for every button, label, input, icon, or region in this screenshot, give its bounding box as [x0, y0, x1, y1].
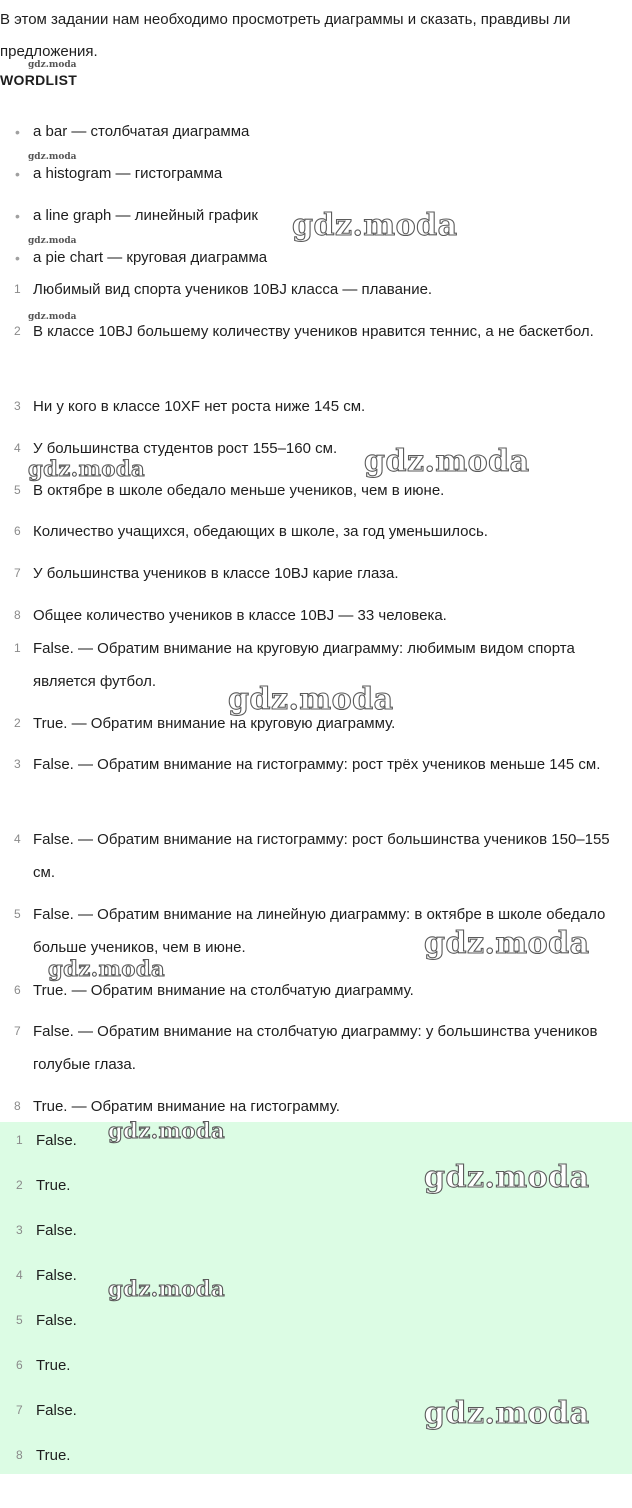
- wordlist-item-text: a bar — столбчатая диаграмма: [33, 123, 250, 140]
- answer-text: False.: [36, 1267, 77, 1284]
- answer-text: False.: [36, 1222, 77, 1239]
- explanation-number: 5: [14, 907, 21, 921]
- watermark: gdz.moda: [48, 956, 166, 981]
- watermark: gdz.moda: [108, 1118, 226, 1143]
- statement-number: 6: [14, 524, 21, 538]
- wordlist-item-text: a pie chart — круговая диаграмма: [33, 249, 268, 266]
- watermark: gdz.moda: [108, 1276, 226, 1301]
- statement-number: 7: [14, 566, 21, 580]
- answer-number: 4: [16, 1268, 23, 1282]
- wordlist-heading: WORDLIST: [0, 72, 78, 88]
- answer-number: 1: [16, 1133, 23, 1147]
- explanation-text: False. — Обратим внимание на столбчатую диаграмму: у большинства учеников голубые глаза.: [33, 1023, 598, 1073]
- explanation-text: False. — Обратим внимание на гистограмму: рост трёх учеников меньше 145 см.: [33, 756, 601, 773]
- explanation-number: 7: [14, 1024, 21, 1038]
- answer-number: 3: [16, 1223, 23, 1237]
- answer-text: True.: [36, 1357, 71, 1374]
- watermark: gdz.moda: [364, 444, 530, 479]
- statement-number: 4: [14, 441, 21, 455]
- explanation-number: 6: [14, 983, 21, 997]
- statement-number: 2: [14, 324, 21, 338]
- watermark: gdz.moda: [28, 152, 77, 162]
- statement-number: 3: [14, 399, 21, 413]
- watermark: gdz.moda: [424, 926, 590, 961]
- watermark: gdz.moda: [228, 682, 394, 717]
- answer-number: 8: [16, 1448, 23, 1462]
- explanation-text: True. — Обратим внимание на гистограмму.: [33, 1098, 340, 1115]
- answer-number: 5: [16, 1313, 23, 1327]
- bullet-icon: •: [15, 250, 20, 266]
- statement-text: Любимый вид спорта учеников 10BJ класса — плавание.: [33, 281, 433, 298]
- statement-text: В классе 10BJ большему количеству учеников нравится теннис, а не баскетбол.: [33, 323, 594, 340]
- bullet-icon: •: [15, 166, 20, 182]
- explanation-text: True. — Обратим внимание на круговую диаграмму.: [33, 715, 396, 732]
- wordlist-item-text: a line graph — линейный график: [33, 207, 258, 224]
- bullet-icon: •: [15, 208, 20, 224]
- wordlist-item-text: a histogram — гистограмма: [33, 165, 223, 182]
- watermark: gdz.moda: [424, 1160, 590, 1195]
- answer-text: False.: [36, 1402, 77, 1419]
- explanation-number: 2: [14, 716, 21, 730]
- explanation-text: False. — Обратим внимание на круговую диаграмму: любимым видом спорта является футбол.: [33, 640, 575, 690]
- explanation-number: 4: [14, 832, 21, 846]
- statement-text: У большинства студентов рост 155–160 см.: [33, 440, 338, 457]
- intro-text: В этом задании нам необходимо просмотреть диаграммы и сказать, правдивы ли предложения.: [0, 11, 571, 60]
- watermark: gdz.moda: [28, 312, 77, 322]
- statement-text: Ни у кого в классе 10XF нет роста ниже 145 см.: [33, 398, 366, 415]
- statement-number: 1: [14, 282, 21, 296]
- answer-number: 2: [16, 1178, 23, 1192]
- statement-text: В октябре в школе обедало меньше учеников, чем в июне.: [33, 482, 445, 499]
- explanation-number: 3: [14, 757, 21, 771]
- watermark: gdz.moda: [424, 1396, 590, 1431]
- watermark: gdz.moda: [28, 236, 77, 246]
- statement-number: 5: [14, 483, 21, 497]
- statement-number: 8: [14, 608, 21, 622]
- explanation-text: False. — Обратим внимание на гистограмму: рост большинства учеников 150–155 см.: [33, 831, 610, 881]
- explanation-number: 1: [14, 641, 21, 655]
- explanation-text: False. — Обратим внимание на линейную диаграмму: в октябре в школе обедало больше учеников, чем в июне.: [33, 906, 606, 956]
- statement-text: Количество учащихся, обедающих в школе, за год уменьшилось.: [33, 523, 488, 540]
- answer-number: 6: [16, 1358, 23, 1372]
- answer-text: True.: [36, 1177, 71, 1194]
- statement-text: У большинства учеников в классе 10BJ карие глаза.: [33, 565, 399, 582]
- answer-text: False.: [36, 1312, 77, 1329]
- watermark: gdz.moda: [292, 208, 458, 243]
- answer-number: 7: [16, 1403, 23, 1417]
- watermark: gdz.moda: [28, 60, 77, 70]
- answer-text: False.: [36, 1132, 77, 1149]
- answer-text: True.: [36, 1447, 71, 1464]
- bullet-icon: •: [15, 124, 20, 140]
- explanation-text: True. — Обратим внимание на столбчатую диаграмму.: [33, 982, 414, 999]
- statement-text: Общее количество учеников в классе 10BJ — 33 человека.: [33, 607, 447, 624]
- explanation-number: 8: [14, 1099, 21, 1113]
- watermark: gdz.moda: [28, 456, 146, 481]
